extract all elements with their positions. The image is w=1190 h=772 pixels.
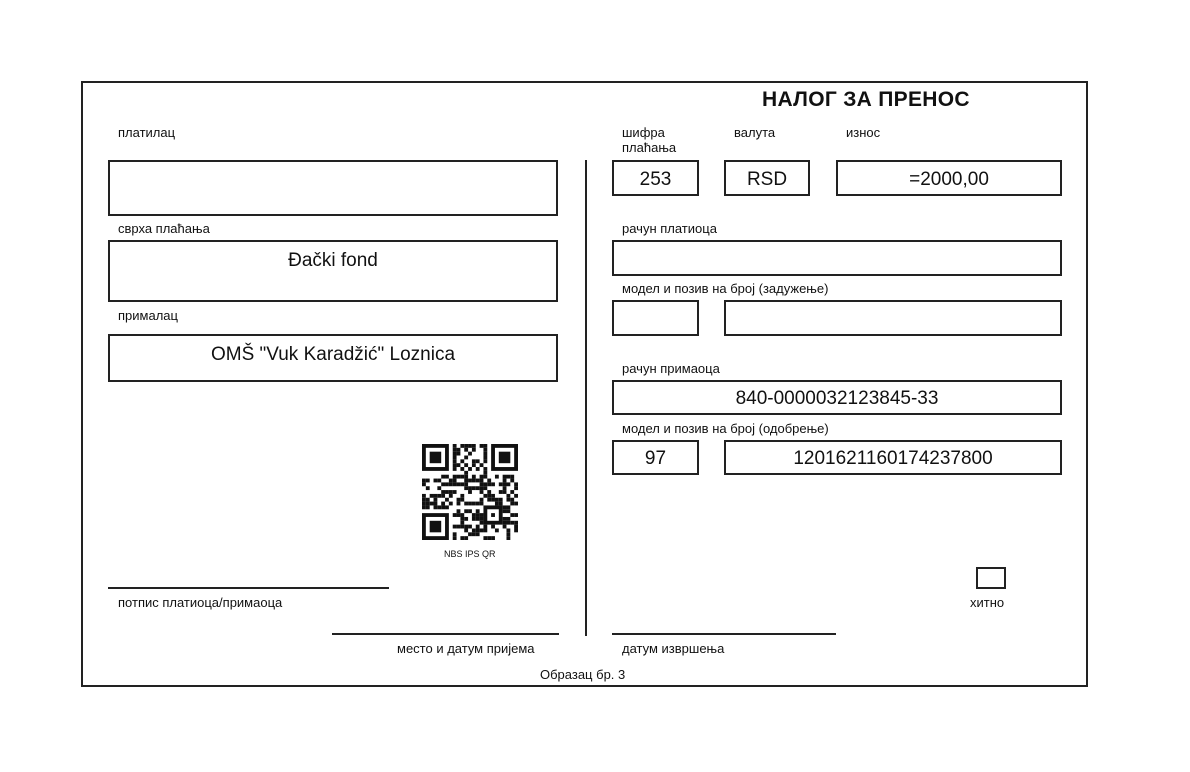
currency-label: валута <box>734 125 776 140</box>
model-debit-label: модел и позив на број (задужење) <box>622 281 829 296</box>
execution-date-line <box>612 633 836 635</box>
payer-field[interactable] <box>108 160 558 216</box>
recipient-field[interactable] <box>108 334 558 382</box>
signature-label: потпис платиоца/примаоца <box>118 595 283 610</box>
qr-caption: NBS IPS QR <box>444 549 496 559</box>
payer-account-field[interactable] <box>612 240 1062 276</box>
recipient-value: OMŠ "Vuk Karadžić" Loznica <box>210 344 456 365</box>
purpose-label: сврха плаћања <box>118 221 210 236</box>
signature-line <box>108 587 389 589</box>
purpose-field[interactable] <box>108 240 558 302</box>
urgent-label: хитно <box>970 595 1005 610</box>
payer-label: платилац <box>118 125 176 140</box>
form-number: Образац бр. 3 <box>540 667 626 682</box>
place-date-line <box>332 633 559 635</box>
place-date-label: место и датум пријема <box>397 641 535 656</box>
purpose-value: Đački fond <box>288 250 378 271</box>
reference-debit-field[interactable] <box>724 300 1062 336</box>
reference-credit-field[interactable] <box>724 440 1062 475</box>
currency-value: RSD <box>746 169 788 190</box>
payment-code-field[interactable] <box>612 160 699 196</box>
amount-field[interactable] <box>836 160 1062 196</box>
model-credit-value: 97 <box>644 448 667 469</box>
currency-field[interactable] <box>724 160 810 196</box>
payment-code-label: шифра плаћања <box>622 125 677 155</box>
payer-account-label: рачун платиоца <box>622 221 717 236</box>
model-debit-field[interactable] <box>612 300 699 336</box>
model-credit-label: модел и позив на број (одобрење) <box>622 421 829 436</box>
recipient-account-value: 840-0000032123845-33 <box>735 388 939 409</box>
urgent-checkbox[interactable] <box>976 567 1006 589</box>
execution-date-label: датум извршења <box>622 641 725 656</box>
amount-value: =2000,00 <box>909 169 989 190</box>
recipient-label: прималац <box>118 308 178 323</box>
payment-code-value: 253 <box>639 169 672 190</box>
form-title: НАЛОГ ЗА ПРЕНОС <box>762 88 970 111</box>
qr-code-icon <box>422 444 518 540</box>
column-divider <box>585 160 587 636</box>
reference-credit-value: 1201621160174237800 <box>793 448 993 469</box>
recipient-account-label: рачун примаоца <box>622 361 720 376</box>
recipient-account-field[interactable] <box>612 380 1062 415</box>
model-credit-field[interactable] <box>612 440 699 475</box>
amount-label: износ <box>846 125 881 140</box>
